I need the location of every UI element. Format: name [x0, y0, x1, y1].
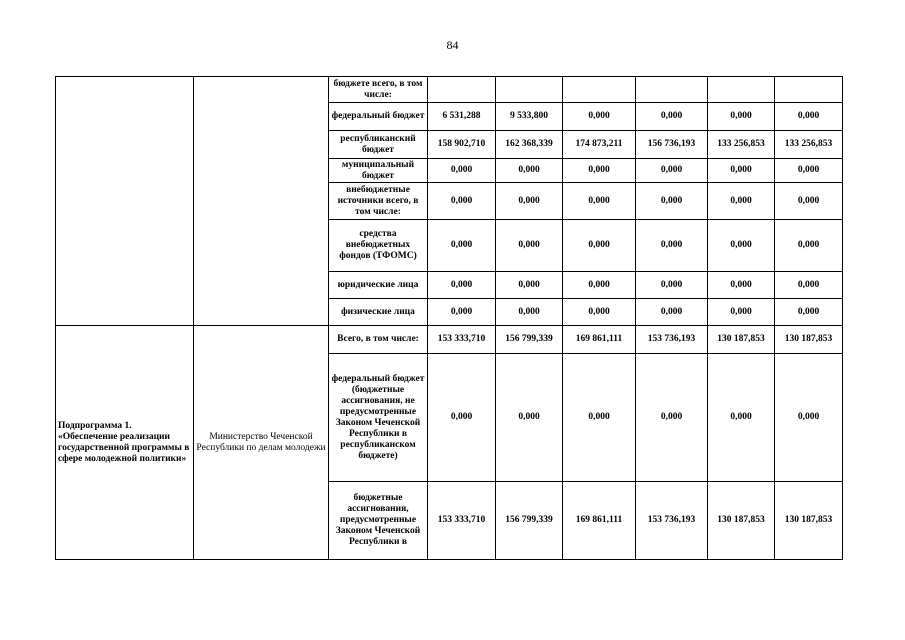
program-name-cell: Подпрограмма 1. «Обеспечение реализации государственной программы в сфере молодежной политики»: [56, 326, 194, 560]
funding-source-cell: Всего, в том числе:: [329, 326, 428, 354]
table-row: [56, 77, 843, 103]
funding-source-cell: юридические лица: [329, 272, 428, 299]
amount-cell-year-5: 0,000: [708, 103, 775, 131]
amount-cell-year-5: 0,000: [708, 272, 775, 299]
amount-cell-year-4: 153 736,193: [636, 482, 708, 560]
funding-source-cell: физические лица: [329, 299, 428, 326]
amount-cell-year-1: 0,000: [428, 183, 496, 220]
budget-table-body: [56, 77, 843, 560]
amount-cell-year-2: [496, 77, 563, 103]
amount-cell-year-2: 0,000: [496, 299, 563, 326]
amount-cell-year-1: 6 531,288: [428, 103, 496, 131]
amount-cell-year-5: 133 256,853: [708, 131, 775, 159]
amount-cell-year-1: 153 333,710: [428, 326, 496, 354]
amount-cell-year-4: 153 736,193: [636, 326, 708, 354]
amount-cell-year-5: 0,000: [708, 183, 775, 220]
amount-cell-year-2: 156 799,339: [496, 482, 563, 560]
amount-cell-year-2: 0,000: [496, 272, 563, 299]
amount-cell-year-3: 174 873,211: [563, 131, 636, 159]
amount-cell-year-1: 158 902,710: [428, 131, 496, 159]
program-name-cell: [56, 77, 194, 326]
amount-cell-year-3: 0,000: [563, 220, 636, 272]
funding-source-cell: федеральный бюджет (бюджетные ассигнования, не предусмотренные Законом Чеченской Республики в республиканском бюджете): [329, 354, 428, 482]
amount-cell-year-5: 0,000: [708, 299, 775, 326]
amount-cell-year-1: 0,000: [428, 159, 496, 183]
amount-cell-year-6: 133 256,853: [775, 131, 843, 159]
amount-cell-year-5: 130 187,853: [708, 326, 775, 354]
amount-cell-year-6: 0,000: [775, 299, 843, 326]
funding-source-cell: внебюджетные источники всего, в том числе:: [329, 183, 428, 220]
funding-source-cell: бюджетные ассигнования, предусмотренные Законом Чеченской Республики в: [329, 482, 428, 560]
amount-cell-year-2: 0,000: [496, 354, 563, 482]
amount-cell-year-2: 0,000: [496, 220, 563, 272]
amount-cell-year-3: 0,000: [563, 272, 636, 299]
amount-cell-year-1: 0,000: [428, 299, 496, 326]
amount-cell-year-6: 130 187,853: [775, 326, 843, 354]
funding-source-cell: федеральный бюджет: [329, 103, 428, 131]
amount-cell-year-1: 0,000: [428, 354, 496, 482]
budget-table: [55, 76, 843, 560]
amount-cell-year-3: 0,000: [563, 354, 636, 482]
table-row: [56, 326, 843, 354]
amount-cell-year-1: [428, 77, 496, 103]
amount-cell-year-2: 0,000: [496, 159, 563, 183]
amount-cell-year-4: 0,000: [636, 159, 708, 183]
funding-source-cell: бюджете всего, в том числе:: [329, 77, 428, 103]
funding-source-cell: муниципальный бюджет: [329, 159, 428, 183]
amount-cell-year-3: 169 861,111: [563, 482, 636, 560]
responsible-executor-cell: Министерство Чеченской Республики по делам молодежи: [194, 326, 329, 560]
amount-cell-year-2: 0,000: [496, 183, 563, 220]
amount-cell-year-1: 0,000: [428, 220, 496, 272]
amount-cell-year-1: 153 333,710: [428, 482, 496, 560]
amount-cell-year-6: 0,000: [775, 183, 843, 220]
amount-cell-year-4: 0,000: [636, 354, 708, 482]
funding-source-cell: средства внебюджетных фондов (ТФОМС): [329, 220, 428, 272]
amount-cell-year-6: [775, 77, 843, 103]
amount-cell-year-3: 0,000: [563, 103, 636, 131]
amount-cell-year-3: 169 861,111: [563, 326, 636, 354]
amount-cell-year-3: 0,000: [563, 159, 636, 183]
amount-cell-year-4: 0,000: [636, 103, 708, 131]
amount-cell-year-1: 0,000: [428, 272, 496, 299]
amount-cell-year-4: 0,000: [636, 183, 708, 220]
amount-cell-year-6: 0,000: [775, 220, 843, 272]
amount-cell-year-4: [636, 77, 708, 103]
amount-cell-year-3: 0,000: [563, 183, 636, 220]
amount-cell-year-2: 162 368,339: [496, 131, 563, 159]
amount-cell-year-3: [563, 77, 636, 103]
amount-cell-year-6: 130 187,853: [775, 482, 843, 560]
amount-cell-year-4: 0,000: [636, 220, 708, 272]
amount-cell-year-6: 0,000: [775, 354, 843, 482]
amount-cell-year-5: 0,000: [708, 159, 775, 183]
amount-cell-year-5: [708, 77, 775, 103]
amount-cell-year-4: 0,000: [636, 272, 708, 299]
funding-source-cell: республиканский бюджет: [329, 131, 428, 159]
responsible-executor-cell: [194, 77, 329, 326]
amount-cell-year-5: 0,000: [708, 220, 775, 272]
amount-cell-year-3: 0,000: [563, 299, 636, 326]
amount-cell-year-4: 0,000: [636, 299, 708, 326]
amount-cell-year-5: 130 187,853: [708, 482, 775, 560]
amount-cell-year-2: 9 533,800: [496, 103, 563, 131]
amount-cell-year-6: 0,000: [775, 159, 843, 183]
page-number: 84: [446, 38, 459, 52]
amount-cell-year-6: 0,000: [775, 103, 843, 131]
amount-cell-year-2: 156 799,339: [496, 326, 563, 354]
amount-cell-year-5: 0,000: [708, 354, 775, 482]
amount-cell-year-6: 0,000: [775, 272, 843, 299]
amount-cell-year-4: 156 736,193: [636, 131, 708, 159]
